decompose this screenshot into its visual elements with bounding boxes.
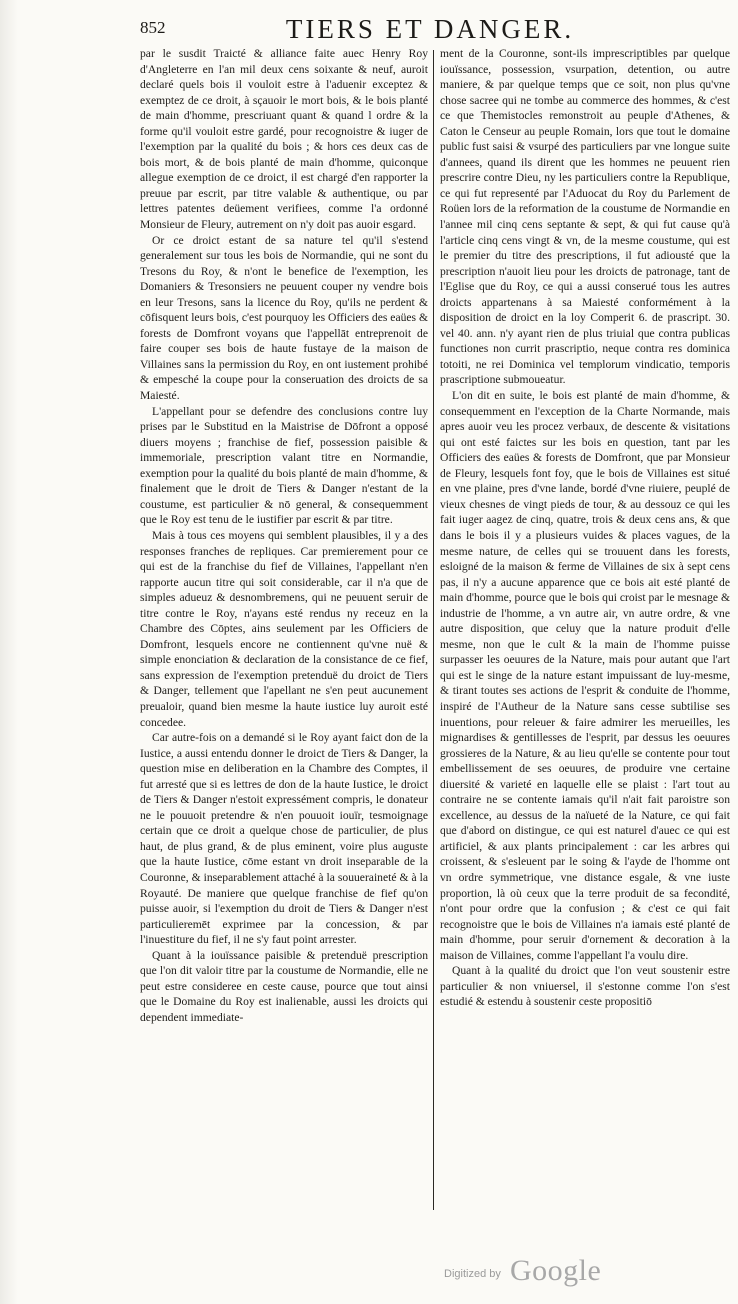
paragraph: par le susdit Traicté & alliance faite auec Henry Roy d'Angleterre en l'an mil deux cens soixante & neuf, auroit declaré quels bois il vouloit estre à l'aduenir exceptez & exemptez de ce droit, à sçauoir le mort bois, & le bois planté de main d'homme, prescriuant quant & quand l ordre & la forme qu'il vouloit estre gardé, pour recognoistre & iuger de l'exemption par la qualité du bois ; & hors ces deux cas de bois mort, & de bois planté de main d'homme, quiconque allegue exemption de ce droict, il est chargé d'en rapporter la preuue par escrit, par titre valable & authentique, ou par lettres patentes deüement verifiees, comme l'a ordonné Monsieur de Fleury, autrement on n'y doit pas auoir esgard.	[140, 47, 428, 232]
paragraph: Quant à la iouïssance paisible & pretenduë prescription que l'on dit valoir titre par la coustume de Normandie, elle ne peut estre consideree en ceste cause, pource que tout ainsi que le Domaine du Roy est inalienable, aussi les droicts qui dependent immediate-	[140, 948, 428, 1024]
page-header	[140, 14, 720, 44]
column-divider	[433, 50, 434, 1210]
paragraph: Or ce droict estant de sa nature tel qu'il s'estend generalement sur tous les bois de Normandie, qui ne sont du Tresons du Roy, & n'ont le benefice de l'exemption, les Domaniers & Tresonsiers ne peuuent couper ny vendre bois en leur Tresons, sans la licence du Roy, qu'ils ne perdent & cōfisquent leurs bois, c'est pourquoy les Officiers des eaües & forests de Domfront voyans que l'appellāt entreprenoit de faire couper ses bois de haute fustaye de la maison de Villaines sans la permission du Roy, en ont iustement prohibé & empesché la coupe pour la conseruation des droicts de sa Maiesté.	[140, 233, 428, 403]
page-number: 852	[140, 18, 166, 37]
paragraph: Quant à la qualité du droict que l'on veut soustenir estre particulier & non vniuersel, il s'estonne comme l'on s'est estudié & estendu à soustenir ceste propositiō	[440, 964, 730, 1009]
paragraph: Car autre-fois on a demandé si le Roy ayant faict don de la Iustice, a aussi entendu donner le droict de Tiers & Danger, la question mise en deliberation en la Chambre des Comptes, il fut arresté que si es lettres de don de la haute Iustice, le droict de Tiers & Danger n'estoit expressément compris, le donateur ne le pouuoit pretendre & n'en pouuoit iouïr, tesmoignage certain que ce droit a quelque chose de particulier, de plus haut, de plus grand, & de plus eminent, voire plus auguste que la haute Iustice, cōme estant vn droit inseparable de la Couronne, & inseparablement attaché à la souueraineté & à la Royauté. De maniere que quelque franchise de fief qu'on puisse auoir, si l'exemption du droit de Tiers & Danger n'est particulieremēt exprimee par la concession, & par l'inuestiture du fief, il ne s'y faut point arrester.	[140, 731, 428, 947]
digitized-by-label: Digitized by	[444, 1268, 501, 1280]
right-column	[440, 46, 730, 1010]
paragraph: L'on dit en suite, le bois est planté de main d'homme, & consequemment en l'exception de la Charte Normande, mais apres auoir veu les procez verbaux, de descente & visitations qui ont esté faictes sur les bois en question, tant par les Officiers des eaües & forests de Domfront, que par Monsieur de Fleury, lesquels font foy, que le bois de Villaines est situé en vne plaine, pres d'vne lande, bordé d'vne riuiere, peuplé de vieux chesnes de vingt pieds de tour, & au dessouz ce qui les fait iuger aagez de cinq, quatre, trois & deux cens ans, & que dans le bois il y a plusieurs vuides & places vagues, de la mesme nature, de celles qui se trouuent dans les forests, esloigné de la maison & ferme de Villaines de six à sept cens pas, il n'y a aucune apparence que ce bois ait esté planté de main d'homme, pource que le bois qui croist par le mesnage & industrie de l'homme, a vn autre air, vn autre ordre, & vne autre disposition, que celuy que la nature produit d'elle mesme, non que le cult & la main de l'homme puisse surpasser les oeuures de la Nature, mais pour autant que l'art qui est le singe de la nature estant impuissant de luy-mesme, & tirant toutes ses actions de l'esprit & conduite de l'homme, inspiré de l'Autheur de la Nature sans cesse subtilise ses inuentions, pour releuer & faire admirer les merueilles, les mignardises & gentillesses de l'esprit, par dessus les oeuures grossieres de la Nature, & au lieu qu'elle se contente pour tout embellissement de ses oeuures, de produire vne certaine diuersité & varieté en laquelle elle se plaist : l'art tout au contraire ne se contente iamais qu'il n'ait fait paroistre son excellence, au dessus de la naïueté de la Nature, ce qui fait que d'abord on distingue, ce qui est naturel d'auec ce qui est artificiel, & aux plants principalement : car les arbres qui croissent, & s'esleuent par le soing & l'ayde de l'homme ont vn ordre symmetrique, vne distance esgale, & vne iuste proportion, là où ceux que la terre produit de sa fecondité, n'ont pour ordre que la confusion ; & c'est ce qui fait recognoistre que le bois de Villaines n'a iamais esté planté de main d'homme, pour seruir d'ornement & decoration à la maison de Villaines, comme l'appellant l'a voulu dire.	[440, 389, 730, 962]
running-title: TIERS ET DANGER.	[285, 14, 575, 44]
digitization-watermark	[444, 1254, 634, 1294]
page-gutter-shadow	[0, 0, 18, 1304]
paragraph: Mais à tous ces moyens qui semblent plausibles, il y a des responses franches de repliques. Car premierement pour ce qui est de la franchise du fief de Villaines, l'appellant n'en rapporte aucun titre qui soit considerable, car il n'a que de simples adueuz & desnombremens, qui ne peuuent seruir de titre contre le Roy, n'ayans esté rendus ny receuz en la Chambre des Cōptes, ains seulement par les Officiers de Domfront, lesquels encore ne contiennent qu'vne nuë & simple enonciation & declaration de la consistance de ce fief, sans expression de l'exemption pretenduë du droict de Tiers & Danger, tellement que l'apellant ne s'en peut aucunement preualoir, quand bien mesme la haute iustice luy auroit esté concedee.	[140, 528, 428, 729]
paragraph: L'appellant pour se defendre des conclusions contre luy prises par le Substitud en la Maistrise de Dōfront a opposé diuers moyens ; franchise de fief, possession paisible & immemoriale, prescription valant titre en Normandie, exemption pour la qualité du bois planté de main d'homme, & finalement que le droit de Tiers & Danger n'estant de la coustume, est particulier & nō general, & consequemment que le Roy est tenu de le iustifier par escrit & par titre.	[140, 404, 428, 527]
paragraph: ment de la Couronne, sont-ils imprescriptibles par quelque iouïssance, possession, vsurpation, detention, ou autre maniere, & par quelque temps que ce soit, non plus qu'vne chose sacree qui ne tombe au commerce des hommes, & c'est ce que Themistocles remonstroit au peuple d'Athenes, & Caton le Censeur au peuple Romain, lors que tout le domaine public fust saisi & vsurpé des particuliers par vne longue suite d'annees, quand ils dirent que les hommes ne peuuent rien prescrire contre Dieu, ny les particuliers contre la Republique, ce qui fut representé par l'Aduocat du Roy du Parlement de Roüen lors de la reformation de la coustume de Normandie en l'annee mil cinq cens septante & sept, & qui fut cause qu'à l'article cinq cens vingt & vn, de la mesme coustume, qui est le premier du titre des prescriptions, il fut adiousté que la prescription n'auoit lieu pour les droicts de patronage, tant de l'Eglise que du Roy, ce qui a aussi conserué tous les autres droicts appartenans à sa Maiesté conformément à la disposition de droict en la loy Comperit 6. de prascript. 30. vel 40. ann. n'y ayant rien de plus triuial que contra publicas functiones non currit prascriptio, neque contra res dominica totoiti, ne rei Dominica vel templorum vindicatio, temporis prascriptione submoueatur.	[440, 47, 730, 387]
google-logo: Google	[510, 1254, 602, 1287]
left-column	[140, 46, 428, 1025]
